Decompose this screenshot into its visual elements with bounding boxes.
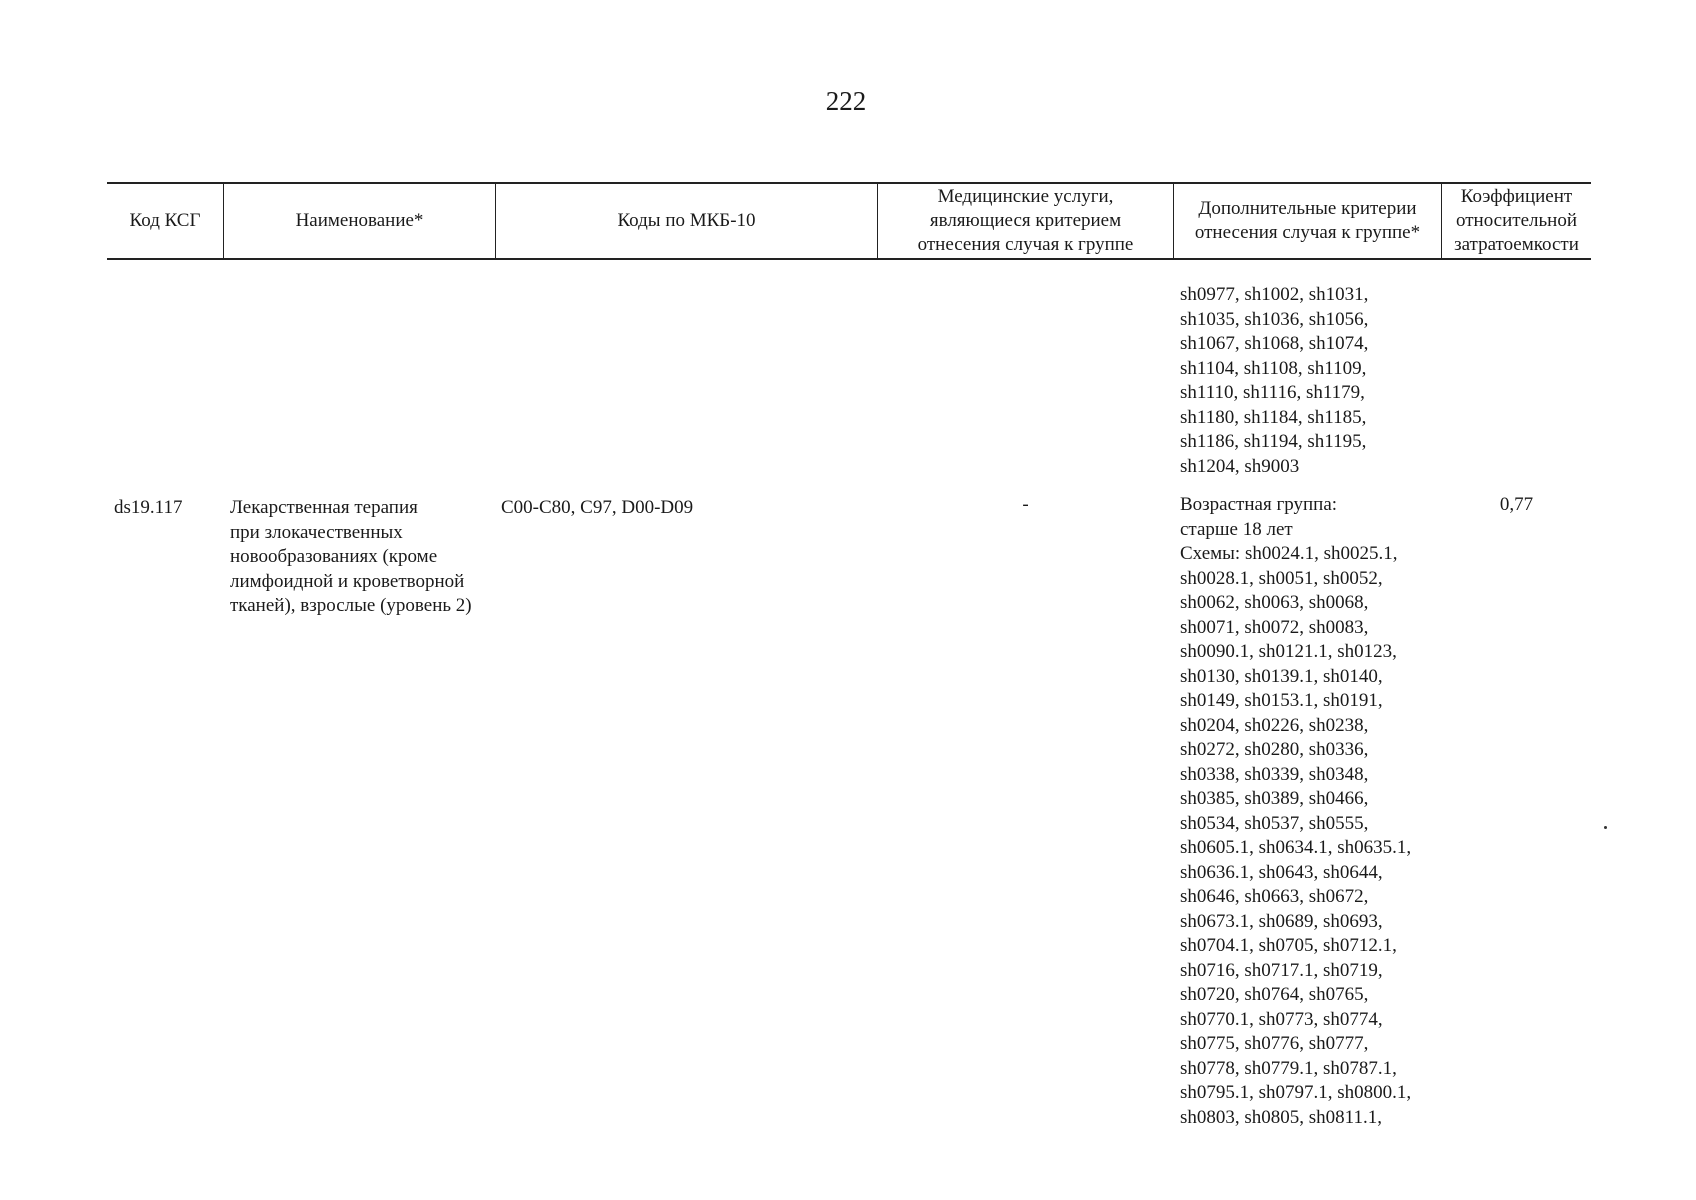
row-icd-codes: C00-C80, C97, D00-D09 <box>501 497 694 518</box>
row-name: Лекарственная терапия при злокачественных новообразованиях (кроме лимфоидной и кроветворной тканей), взрослые (уровень 2) <box>230 497 472 616</box>
header-services: Медицинские услуги, являющиеся критерием отнесения случая к группе <box>917 186 1134 255</box>
page-number: 222 <box>825 86 867 116</box>
header-criteria: Дополнительные критерии отнесения случая к группе* <box>1194 198 1421 243</box>
header-name: Наименование* <box>295 210 424 231</box>
header-coefficient: Коэффициент относительной затратоемкости <box>1454 186 1579 255</box>
row-criteria: Возрастная группа: старше 18 лет Схемы: sh0024.1, sh0025.1, sh0028.1, sh0051, sh0052, sh0062, sh0063, sh0068, sh0071, sh0072, sh0083, sh0090.1, sh0121.1, sh0123, sh0130, sh0139.1, sh0140, sh0149, sh0153.1, sh0191, sh0204, sh0226, sh0238, sh0272, sh0280, sh0336, sh0338, sh0339, sh0348, sh0385, sh0389, sh0466, sh0534, sh0537, sh0555, sh0605.1, sh0634.1, sh0635.1, sh0636.1, sh0643, sh0644, sh0646, sh0663, sh0672, sh0673.1, sh0689, sh0693, sh0704.1, sh0705, sh0712.1, sh0716, sh0717.1, sh0719, sh0720, sh0764, sh0765, sh0770.1, sh0773, sh0774, sh0775, sh0776, sh0777, sh0778, sh0779.1, sh0787.1, sh0795.1, sh0797.1, sh0800.1, sh0803, sh0805, sh0811.1, <box>1180 494 1412 1128</box>
row-services: - <box>1022 494 1029 515</box>
row-code: ds19.117 <box>114 497 183 518</box>
header-icd: Коды по МКБ-10 <box>617 210 756 231</box>
scan-speck <box>1604 826 1607 829</box>
row-coefficient: 0,77 <box>1499 494 1534 515</box>
criteria-continuation: sh0977, sh1002, sh1031, sh1035, sh1036, sh1056, sh1067, sh1068, sh1074, sh1104, sh1108, sh1109, sh1110, sh1116, sh1179, sh1180, sh1184, sh1185, sh1186, sh1194, sh1195, sh1204, sh9003 <box>1180 284 1369 477</box>
header-code: Код КСГ <box>129 210 201 231</box>
